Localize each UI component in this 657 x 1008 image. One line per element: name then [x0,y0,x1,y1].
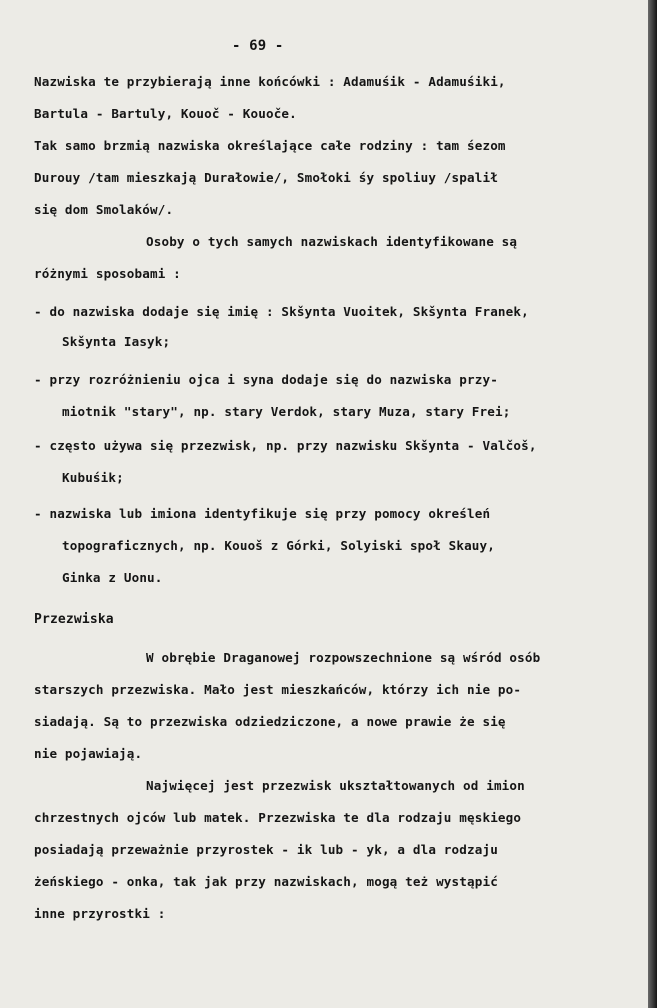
text-line: topograficznych, np. Kouoš z Górki, Solyiski społ Skauy, [62,538,495,553]
text-line: posiadają przeważnie przyrostek - ik lub - yk, a dla rodzaju [34,842,498,857]
text-line: W obrębie Draganowej rozpowszechnione są wśród osób [146,650,541,665]
text-line: - nazwiska lub imiona identyfikuje się przy pomocy określeń [34,506,491,521]
text-line: Kubuśik; [62,470,124,485]
text-line: się dom Smolaków/. [34,202,174,217]
text-line: - często używa się przezwisk, np. przy nazwisku Skšynta - Valčoš, [34,438,537,453]
text-line: starszych przezwiska. Mało jest mieszkańców, którzy ich nie po- [34,682,522,697]
text-line: nie pojawiają. [34,746,143,761]
text-line: Ginka z Uonu. [62,570,163,585]
text-line: Osoby o tych samych nazwiskach identyfikowane są [146,234,518,249]
text-line: Bartula - Bartuly, Kouoč - Kouoče. [34,106,297,121]
text-line: miotnik "stary", np. stary Verdok, stary Muza, stary Frei; [62,404,511,419]
text-line: Nazwiska te przybierają inne końcówki : Adamuśik - Adamuśiki, [34,74,506,89]
text-line: różnymi sposobami : [34,266,181,281]
text-line: - do nazwiska dodaje się imię : Skšynta Vuoitek, Skšynta Franek, [34,304,529,319]
text-line: - przy rozróżnieniu ojca i syna dodaje się do nazwiska przy- [34,372,498,387]
text-line: Najwięcej jest przezwisk ukształtowanych od imion [146,778,525,793]
text-line: żeńskiego - onka, tak jak przy nazwiskach, mogą też wystąpić [34,874,498,889]
text-line: Skšynta Iasyk; [62,334,171,349]
page-number: - 69 - [232,38,284,54]
text-line: siadają. Są to przezwiska odziedziczone, a nowe prawie że się [34,714,506,729]
section-heading: Przezwiska [34,612,114,627]
text-line: chrzestnych ojców lub matek. Przezwiska te dla rodzaju męskiego [34,810,522,825]
page-edge-shadow [648,0,657,1008]
text-line: Durouy /tam mieszkają Durałowie/, Smołoki śy spoliuy /spalił [34,170,498,185]
text-line: Tak samo brzmią nazwiska określające całe rodziny : tam śezom [34,138,506,153]
text-line: inne przyrostki : [34,906,166,921]
